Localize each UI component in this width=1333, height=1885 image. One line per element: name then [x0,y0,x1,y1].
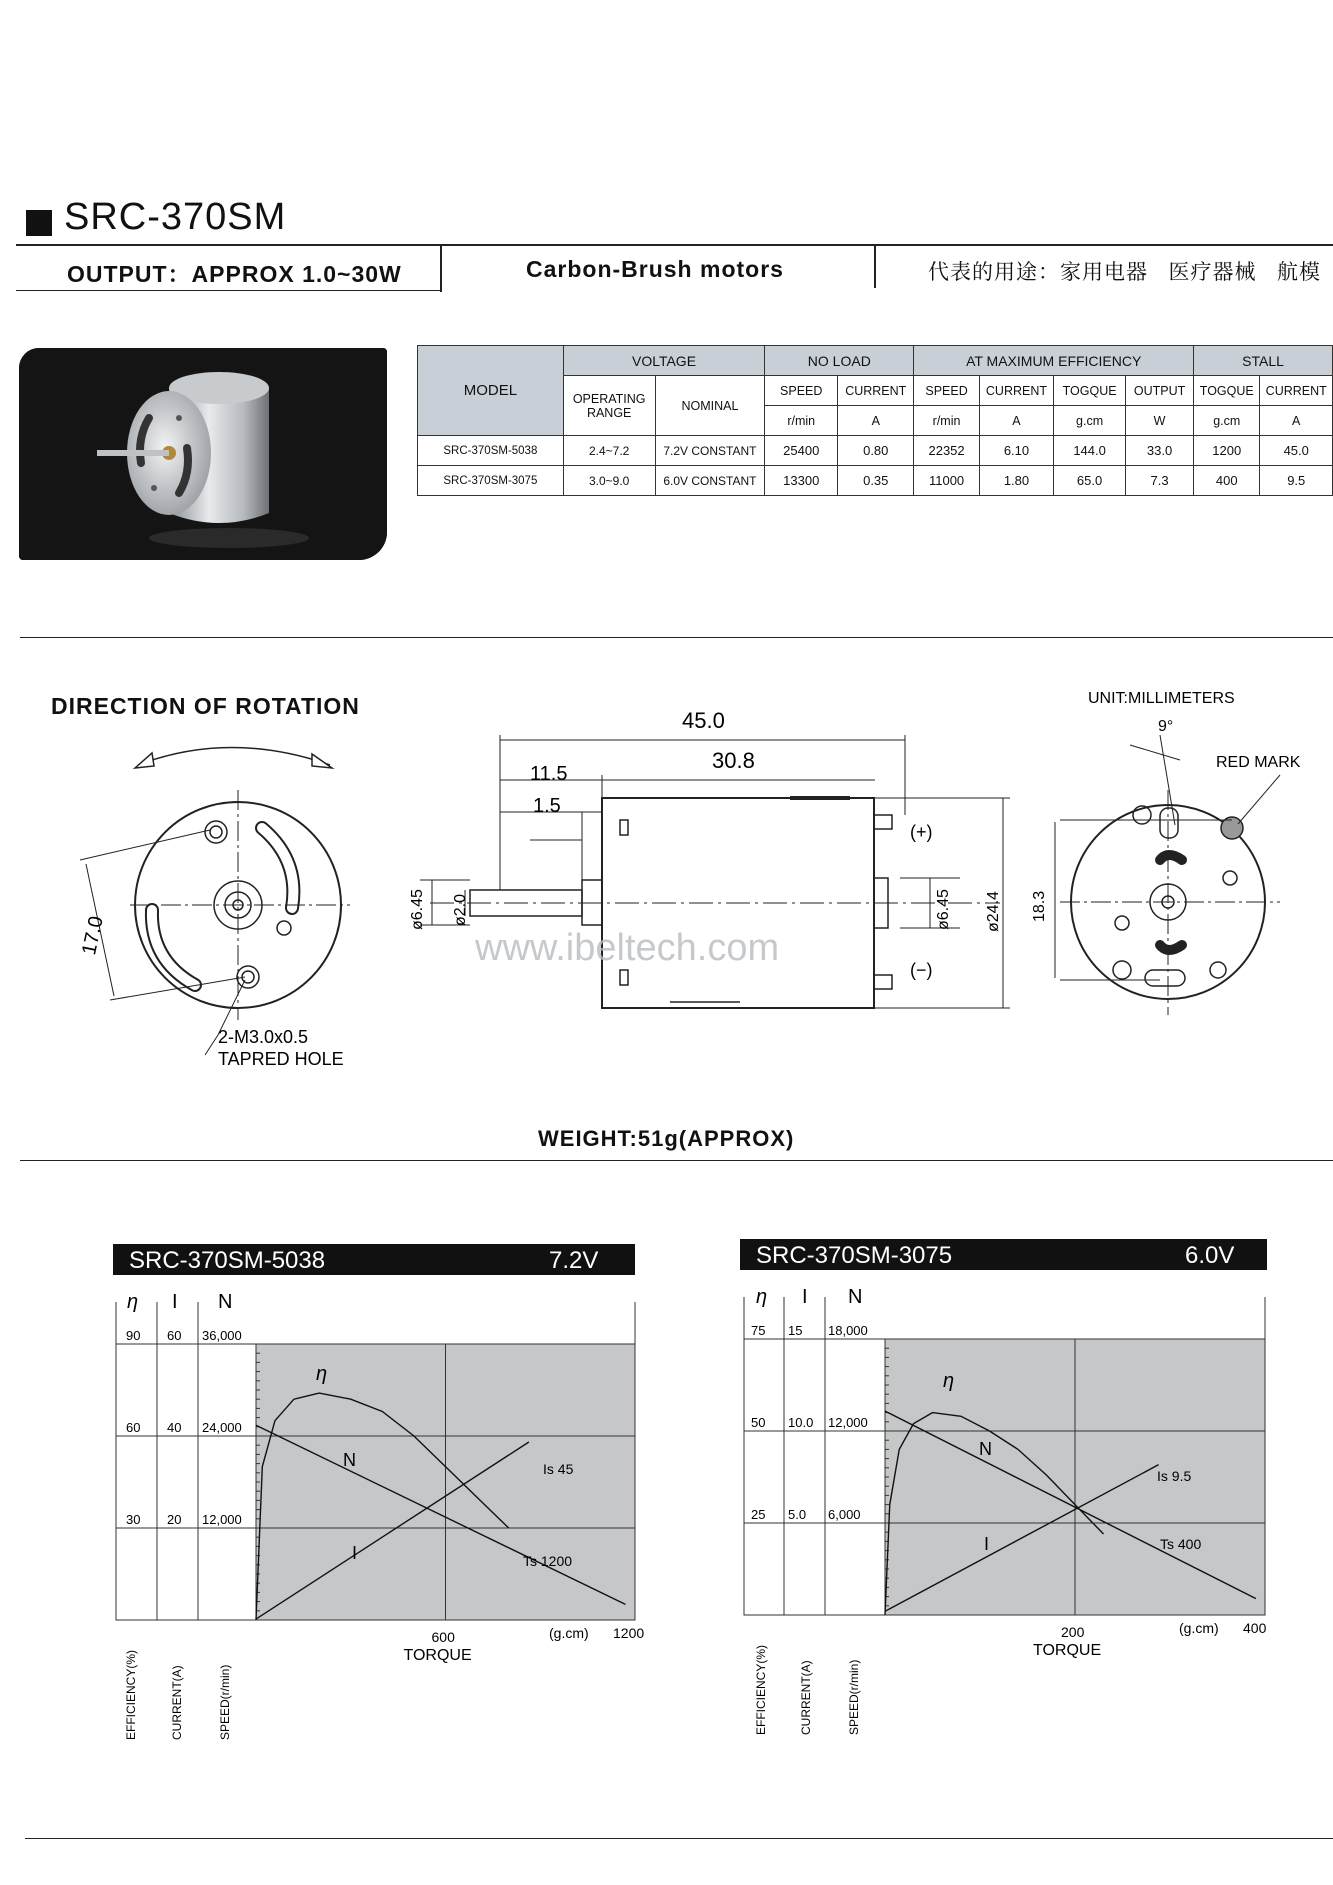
section-rule-1 [20,637,1333,638]
table-cell: 11000 [914,466,979,496]
nominal-header: NOMINAL [655,376,765,436]
operating-range-header: OPERATING RANGE [563,376,655,436]
y-axis-title: CURRENT(A) [170,1665,184,1740]
x-unit-label: (g.cm) [549,1625,589,1641]
max-eff-output-header: OUTPUT [1126,376,1194,406]
efficiency-curve-label: η [316,1363,328,1385]
tapped-hole-top [205,821,227,843]
voltage-header: VOLTAGE [563,346,765,376]
unit-cell: A [838,406,914,436]
current-curve-label: I [984,1534,990,1554]
dim-183-label: 18.3 [1031,890,1048,922]
dim-17-label: 17.0 [78,914,108,957]
rotation-arrow-right-icon [312,754,332,768]
table-cell: 7.2V CONSTANT [655,436,765,466]
dim-244-label: ø24.4 [985,891,1002,932]
table-cell: 45.0 [1260,436,1333,466]
unit-cell: g.cm [1054,406,1126,436]
table-cell: 1.80 [979,466,1053,496]
chart1-model: SRC-370SM-5038 [129,1247,326,1274]
table-cell: 33.0 [1126,436,1194,466]
table-cell: 1200 [1194,436,1260,466]
x-tick-label: 1200 [613,1625,645,1641]
spec-table [417,345,1333,496]
table-cell: 0.80 [838,436,914,466]
unit-label: UNIT:MILLIMETERS [1088,690,1235,707]
no-load-speed-header: SPEED [765,376,838,406]
unit-cell: g.cm [1194,406,1260,436]
stall-current-label: Is 9.5 [1157,1468,1192,1484]
plus-terminal-label: (+) [910,822,933,842]
uses-label: 代表的用途：家用电器 医疗器械 航模 [928,261,1322,284]
unit-cell: r/min [765,406,838,436]
header-top-rule [16,244,1333,246]
no-load-header: NO LOAD [765,346,914,376]
eta-symbol: η [756,1286,768,1308]
chart2-model: SRC-370SM-3075 [756,1242,953,1269]
current-symbol: I [802,1286,808,1308]
table-cell: 25400 [765,436,838,466]
y-axis-title: SPEED(r/min) [218,1664,232,1740]
speed-symbol: N [848,1286,863,1308]
chart2-voltage: 6.0V [1185,1242,1235,1269]
motor-type-label: Carbon-Brush motors [526,256,784,282]
unit-cell: r/min [914,406,979,436]
current-tick-label: 5.0 [788,1507,807,1522]
table-cell: 9.5 [1260,466,1333,496]
current-tick-label: 15 [788,1323,803,1338]
table-cell: SRC-370SM-5038 [418,436,564,466]
dim-645-front-label: ø6.45 [409,889,426,930]
y-axis-title: CURRENT(A) [799,1660,813,1735]
header-divider-1 [440,246,442,292]
tapped-hole-label: TAPRED HOLE [218,1049,344,1069]
efficiency-curve-label: η [943,1370,955,1392]
brush-slot-bottom [1145,970,1185,986]
header-divider-2 [874,246,876,288]
chart1 [0,1280,660,1760]
max-efficiency-header: AT MAXIMUM EFFICIENCY [914,346,1194,376]
dim-308-label: 30.8 [712,748,755,773]
table-cell: 65.0 [1054,466,1126,496]
table-cell: 7.3 [1126,466,1194,496]
brush-slot-top [1160,808,1178,838]
table-row [418,436,1333,466]
unit-cell: A [1260,406,1333,436]
eta-symbol: η [127,1291,139,1313]
x-axis-title: TORQUE [1033,1642,1102,1659]
technical-drawing [0,640,1333,1140]
max-eff-current-header: CURRENT [979,376,1053,406]
stall-current-header: CURRENT [1260,376,1333,406]
dim-20-label: ø2.0 [452,893,469,926]
table-cell: 2.4~7.2 [563,436,655,466]
speed-tick-label: 36,000 [202,1328,242,1343]
y-axis-title: EFFICIENCY(%) [754,1645,768,1735]
stall-header: STALL [1194,346,1333,376]
footer-rule [25,1838,1333,1839]
stall-current-label: Is 45 [543,1461,574,1477]
chart1-header [113,1244,635,1275]
table-cell: 144.0 [1054,436,1126,466]
chart2-header [740,1239,1267,1270]
speed-curve-label: N [343,1450,356,1470]
chart1-voltage: 7.2V [549,1247,599,1274]
output-label: OUTPUT：APPROX 1.0~30W [67,261,402,287]
rotation-title: DIRECTION OF ROTATION [51,693,360,719]
x-unit-label: (g.cm) [1179,1620,1219,1636]
header-bottom-rule [16,290,441,291]
speed-tick-label: 12,000 [202,1512,242,1527]
speed-curve-label: N [979,1439,992,1459]
table-cell: SRC-370SM-3075 [418,466,564,496]
x-tick-label: 600 [431,1629,455,1645]
table-cell: 6.0V CONSTANT [655,466,765,496]
rotation-arc [138,748,330,766]
speed-symbol: N [218,1291,233,1313]
current-tick-label: 40 [167,1420,182,1435]
speed-tick-label: 24,000 [202,1420,242,1435]
current-tick-label: 20 [167,1512,182,1527]
efficiency-tick-label: 75 [751,1323,766,1338]
max-eff-speed-header: SPEED [914,376,979,406]
vent-hole [277,921,291,935]
unit-cell: A [979,406,1053,436]
angle-label: 9° [1158,718,1174,735]
unit-cell: W [1126,406,1194,436]
minus-terminal-label: (−) [910,960,933,980]
current-curve-label: I [352,1543,358,1563]
table-cell: 400 [1194,466,1260,496]
max-eff-torque-header: TOGQUE [1054,376,1126,406]
motor-photo [19,348,387,560]
x-tick-label: 200 [1061,1624,1085,1640]
efficiency-tick-label: 25 [751,1507,766,1522]
title-square-icon [26,210,52,236]
terminal-minus [874,975,892,989]
current-symbol: I [172,1291,178,1313]
stall-torque-label: Ts 1200 [523,1553,573,1569]
table-cell: 13300 [765,466,838,496]
section-rule-2 [20,1160,1333,1161]
current-tick-label: 10.0 [788,1415,814,1430]
table-row [418,466,1333,496]
current-tick-label: 60 [167,1328,182,1343]
chart2 [660,1275,1333,1755]
table-cell: 22352 [914,436,979,466]
hole-label: 2-M3.0x0.5 [218,1027,309,1047]
no-load-current-header: CURRENT [838,376,914,406]
tapped-hole-bottom [237,966,259,988]
page-title: SRC-370SM [64,196,287,238]
y-axis-title: SPEED(r/min) [847,1659,861,1735]
motor-illustration [19,348,387,560]
efficiency-tick-label: 60 [126,1420,141,1435]
y-axis-title: EFFICIENCY(%) [124,1650,138,1740]
stall-torque-label: Ts 400 [1160,1536,1202,1552]
x-tick-label: 400 [1243,1620,1267,1636]
speed-tick-label: 6,000 [828,1507,861,1522]
stall-torque-header: TOGQUE [1194,376,1260,406]
dim-15-label: 1.5 [533,795,561,817]
efficiency-tick-label: 30 [126,1512,141,1527]
efficiency-tick-label: 90 [126,1328,141,1343]
efficiency-tick-label: 50 [751,1415,766,1430]
weight-label: WEIGHT:51g(APPROX) [538,1126,795,1151]
terminal-plus [874,815,892,829]
x-axis-title: TORQUE [403,1647,472,1664]
speed-tick-label: 12,000 [828,1415,868,1430]
table-cell: 3.0~9.0 [563,466,655,496]
dim-645-rear-label: ø6.45 [935,889,952,930]
table-cell: 0.35 [838,466,914,496]
speed-tick-label: 18,000 [828,1323,868,1338]
dim-115-label: 11.5 [530,763,568,785]
table-cell: 6.10 [979,436,1053,466]
rotation-arrow-left-icon [135,753,154,768]
dim-45-label: 45.0 [682,708,725,733]
model-header: MODEL [418,346,564,436]
watermark: www.ibeltech.com [475,927,780,969]
red-mark-label: RED MARK [1216,754,1301,771]
